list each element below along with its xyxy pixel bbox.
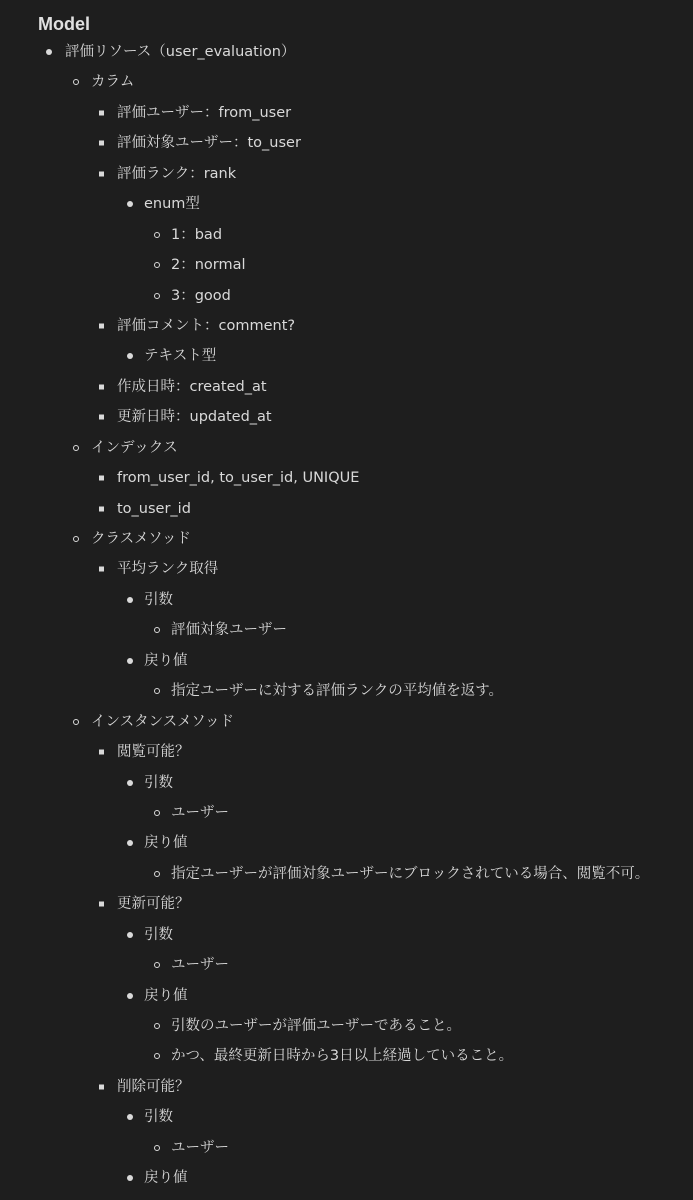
list-item [0,646,693,676]
list-item-text: 引数 [144,926,173,943]
list-item [0,828,693,858]
list-item-text: インスタンスメソッド [91,713,234,730]
list-item [0,1163,693,1193]
list-item [0,950,693,980]
circle-bullet-icon [154,962,160,968]
list-item-text: インデックス [91,439,178,456]
list-item-text: 戻り値 [144,1170,188,1187]
list-item [0,859,693,889]
circle-bullet-icon [154,262,160,268]
disc-bullet-icon [127,658,133,664]
list-item-text: 指定ユーザーが評価対象ユーザーにブロックされている場合、閲覧不可。 [171,865,650,882]
list-item [0,128,693,158]
list-item-text: カラム [91,74,135,91]
disc-bullet-icon [127,353,133,359]
disc-bullet-icon [127,993,133,999]
square-bullet-icon [99,415,104,420]
list-item-text: 引数 [144,1109,173,1126]
square-bullet-icon [99,567,104,572]
circle-bullet-icon [154,688,160,694]
list-item [0,615,693,645]
disc-bullet-icon [127,780,133,786]
list-item [0,524,693,554]
list-item-text: ユーザー [171,804,229,821]
disc-bullet-icon [127,201,133,207]
list-item-text: 評価対象ユーザー：to_user [117,135,301,152]
list-item-text: 戻り値 [144,835,188,852]
square-bullet-icon [99,902,104,907]
list-item [0,159,693,189]
list-item [0,463,693,493]
list-item [0,707,693,737]
disc-bullet-icon [46,49,52,55]
list-item-text: ユーザー [171,1139,229,1156]
list-item [0,402,693,432]
list-item-text: to_user_id [117,500,191,517]
list-item [0,585,693,615]
list-item-text: かつ、最終更新日時から3日以上経過していること。 [171,1048,514,1065]
list-item [0,920,693,950]
list-item [0,67,693,97]
disc-bullet-icon [127,840,133,846]
circle-bullet-icon [73,445,79,451]
list-item-text: クラスメソッド [91,531,191,547]
list-item-text: 平均ランク取得 [117,561,219,578]
list-item-text: 閲覧可能？ [117,744,190,761]
list-item [0,1133,693,1163]
square-bullet-icon [99,384,104,389]
circle-bullet-icon [154,232,160,238]
list-item [0,220,693,250]
list-item [0,37,693,67]
circle-bullet-icon [154,1145,160,1151]
list-item-text: 引数のユーザーが評価ユーザーであること。 [171,1018,461,1034]
list-item [0,372,693,402]
list-item-text: 評価コメント：comment? [117,317,296,334]
disc-bullet-icon [127,1175,133,1181]
list-item [0,798,693,828]
square-bullet-icon [99,476,104,481]
list-item-text: 評価ユーザー：from_user [117,104,292,121]
list-item-text: テキスト型 [144,348,217,365]
square-bullet-icon [99,750,104,755]
list-item [0,981,693,1011]
model-outline-list [0,37,693,1194]
list-item-text: 評価リソース（user_evaluation） [65,44,296,60]
list-item-text: 指定ユーザーに対する評価ランクの平均値を返す。 [171,683,504,700]
list-item-text: 削除可能？ [117,1078,190,1095]
square-bullet-icon [99,110,104,115]
list-item-text: 引数 [144,774,173,791]
square-bullet-icon [99,1084,104,1089]
section-heading: Model [38,14,90,34]
list-item [0,250,693,280]
list-item-text: 評価ランク：rank [117,165,237,182]
list-item [0,1011,693,1041]
circle-bullet-icon [154,1023,160,1029]
circle-bullet-icon [73,79,79,85]
list-item [0,341,693,371]
circle-bullet-icon [154,627,160,633]
list-item [0,311,693,341]
circle-bullet-icon [154,871,160,877]
disc-bullet-icon [127,597,133,603]
list-item [0,1041,693,1071]
circle-bullet-icon [73,719,79,725]
list-item [0,189,693,219]
square-bullet-icon [99,171,104,176]
list-item [0,737,693,767]
list-item [0,889,693,919]
list-item-text: 1：bad [171,226,223,243]
list-item-text: 引数 [144,591,173,608]
list-item-text: 更新日時：updated_at [117,409,272,426]
circle-bullet-icon [73,536,79,542]
square-bullet-icon [99,323,104,328]
square-bullet-icon [99,506,104,511]
circle-bullet-icon [154,810,160,816]
list-item-text: 評価対象ユーザー [171,622,287,639]
list-item-text: 2：normal [171,257,246,274]
list-item [0,494,693,524]
list-item-text: 更新可能？ [117,896,190,913]
circle-bullet-icon [154,1053,160,1059]
list-item [0,433,693,463]
list-item [0,768,693,798]
list-item-text: 作成日時：created_at [117,378,267,395]
disc-bullet-icon [127,1114,133,1120]
circle-bullet-icon [154,293,160,299]
list-item-text: 戻り値 [144,652,188,669]
list-item-text: 戻り値 [144,987,188,1004]
square-bullet-icon [99,141,104,146]
list-item-text: 3：good [171,287,231,304]
list-item-text: from_user_id, to_user_id, UNIQUE [117,470,360,487]
list-item [0,1072,693,1102]
list-item-text: enum型 [144,196,200,213]
list-item [0,1102,693,1132]
list-item-text: ユーザー [171,957,229,974]
list-item [0,554,693,584]
list-item [0,281,693,311]
disc-bullet-icon [127,932,133,938]
list-item [0,98,693,128]
list-item [0,676,693,706]
